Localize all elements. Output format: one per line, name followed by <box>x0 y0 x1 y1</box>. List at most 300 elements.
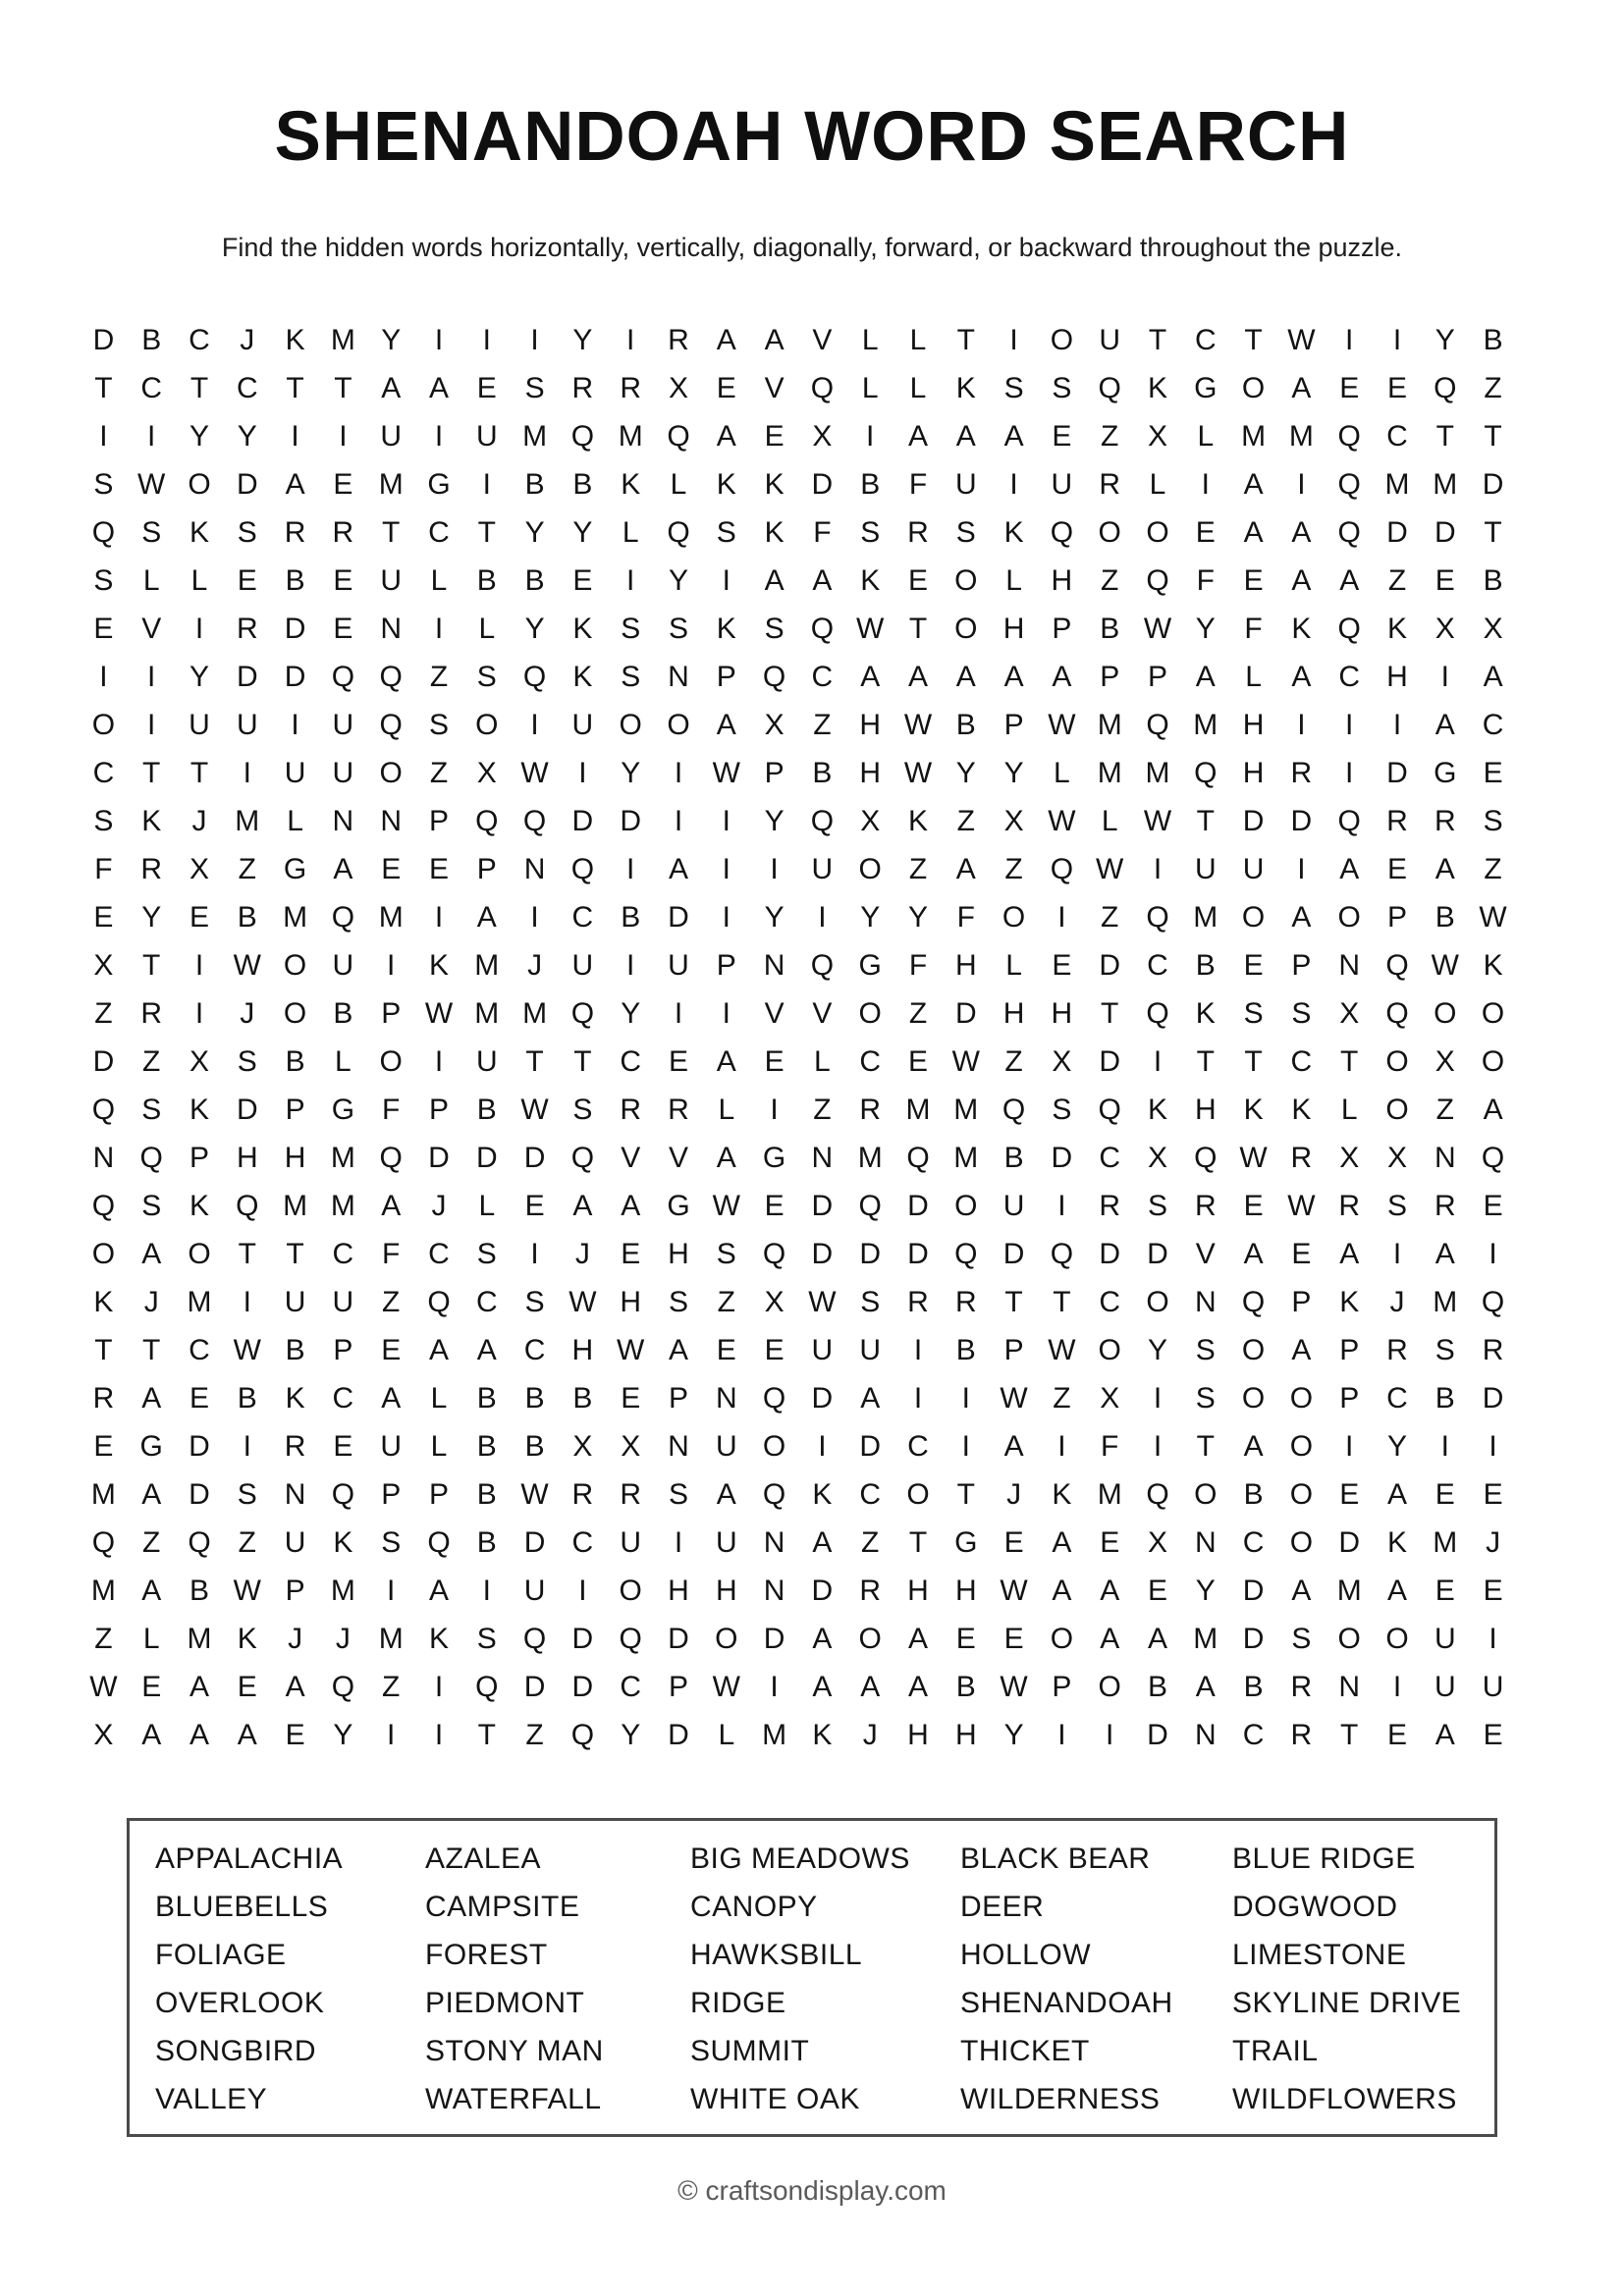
grid-cell: O <box>1098 515 1121 549</box>
grid-cell: H <box>907 1574 929 1607</box>
grid-cell: Q <box>475 804 499 837</box>
grid-cell: I <box>1392 708 1402 741</box>
grid-cell: Z <box>142 1044 161 1078</box>
grid-cell: I <box>434 1044 444 1078</box>
grid-cell: O <box>283 948 307 982</box>
grid-cell: M <box>283 900 308 934</box>
grid-cell: S <box>237 1477 257 1511</box>
grid-cell: K <box>572 660 593 693</box>
grid-cell: Q <box>1434 371 1457 404</box>
grid-cell: K <box>907 804 928 837</box>
grid-cell: F <box>956 900 975 934</box>
grid-cell: D <box>1242 1622 1265 1655</box>
grid-cell: N <box>92 1141 115 1174</box>
grid-cell: G <box>331 1093 355 1126</box>
word-list-item: WILDERNESS <box>960 2083 1161 2115</box>
grid-cell: O <box>1481 996 1505 1030</box>
grid-cell: P <box>1291 1285 1312 1318</box>
grid-cell: T <box>1484 419 1502 453</box>
grid-cell: E <box>1483 756 1503 789</box>
word-list-column <box>1232 1835 1461 2123</box>
grid-cell: P <box>428 804 449 837</box>
grid-cell: K <box>955 371 976 404</box>
grid-cell: I <box>1345 1429 1354 1463</box>
grid-cell: L <box>190 563 208 597</box>
grid-cell: O <box>1241 900 1266 934</box>
grid-cell: N <box>1434 1141 1456 1174</box>
grid-cell: Q <box>1146 996 1169 1030</box>
grid-cell: E <box>716 1333 736 1366</box>
grid-cell: Q <box>1098 371 1121 404</box>
grid-cell: I <box>1057 1718 1066 1751</box>
grid-cell: C <box>571 900 594 934</box>
grid-cell: L <box>718 1718 735 1751</box>
grid-cell: A <box>381 371 402 404</box>
grid-cell: B <box>1243 1670 1264 1703</box>
grid-cell: X <box>93 948 114 982</box>
grid-cell: W <box>1096 852 1124 885</box>
grid-cell: B <box>285 563 305 597</box>
grid-cell: M <box>1433 467 1458 501</box>
grid-cell: B <box>955 1333 976 1366</box>
grid-cell: T <box>1101 996 1119 1030</box>
grid-cell: Q <box>91 515 116 549</box>
grid-cell: R <box>1290 1718 1313 1751</box>
grid-cell: X <box>572 1429 593 1463</box>
grid-cell: R <box>140 852 163 885</box>
grid-cell: P <box>1100 660 1120 693</box>
grid-cell: Y <box>621 1718 641 1751</box>
grid-cell: L <box>814 1044 831 1078</box>
grid-cell: W <box>89 1670 118 1703</box>
grid-cell: Z <box>238 852 256 885</box>
grid-cell: Z <box>908 852 928 885</box>
grid-cell: E <box>1483 1718 1503 1751</box>
grid-cell: K <box>189 515 209 549</box>
grid-cell: O <box>762 1429 786 1463</box>
grid-cell: E <box>333 1429 353 1463</box>
grid-cell: M <box>618 419 643 453</box>
grid-cell: K <box>812 1718 833 1751</box>
grid-cell: I <box>387 1718 396 1751</box>
grid-cell: S <box>237 1044 257 1078</box>
grid-cell: O <box>1289 1381 1314 1415</box>
grid-cell: O <box>1194 1477 1218 1511</box>
grid-cell: X <box>764 1285 785 1318</box>
grid-cell: E <box>716 371 736 404</box>
grid-cell: A <box>1052 660 1072 693</box>
grid-cell: A <box>955 660 976 693</box>
grid-cell: C <box>571 1525 594 1559</box>
grid-cell: M <box>378 467 404 501</box>
grid-cell: T <box>189 371 209 404</box>
grid-cell: Z <box>1101 563 1119 597</box>
grid-cell: Z <box>956 804 975 837</box>
grid-cell: A <box>189 1718 209 1751</box>
grid-cell: I <box>1009 467 1018 501</box>
grid-cell: E <box>141 1670 162 1703</box>
grid-cell: K <box>716 467 736 501</box>
grid-cell: Q <box>379 708 403 741</box>
grid-cell: S <box>237 515 257 549</box>
word-list-item: SUMMIT <box>690 2035 810 2067</box>
word-list-item: AZALEA <box>425 1842 542 1875</box>
grid-cell: Z <box>1101 900 1119 934</box>
grid-cell: R <box>620 1093 642 1126</box>
grid-cell: L <box>142 563 160 597</box>
grid-cell: U <box>523 1574 546 1607</box>
grid-cell: D <box>954 996 977 1030</box>
grid-cell: P <box>1147 660 1167 693</box>
grid-cell: Z <box>908 996 928 1030</box>
grid-cell: U <box>475 419 498 453</box>
grid-cell: I <box>243 1285 251 1318</box>
grid-cell: M <box>522 419 548 453</box>
grid-cell: Y <box>1003 1718 1024 1751</box>
grid-cell: Z <box>1004 1044 1023 1078</box>
grid-cell: O <box>1385 1622 1409 1655</box>
grid-cell: R <box>236 612 258 645</box>
grid-cell: I <box>1392 1670 1402 1703</box>
grid-cell: R <box>284 1429 306 1463</box>
grid-cell: W <box>1479 900 1507 934</box>
grid-cell: R <box>1386 1333 1408 1366</box>
grid-cell: S <box>476 1622 497 1655</box>
grid-cell: S <box>93 563 114 597</box>
word-list-item: BLACK BEAR <box>960 1842 1151 1875</box>
grid-cell: I <box>818 1429 827 1463</box>
grid-cell: U <box>1099 323 1121 356</box>
grid-cell: I <box>1440 1429 1449 1463</box>
grid-cell: U <box>668 948 689 982</box>
grid-cell: M <box>1097 708 1122 741</box>
grid-cell: N <box>284 1477 306 1511</box>
grid-cell: H <box>620 1285 642 1318</box>
grid-cell: Q <box>1146 1477 1169 1511</box>
grid-cell: W <box>1287 323 1316 356</box>
grid-cell: L <box>1245 660 1262 693</box>
grid-cell: C <box>1386 419 1408 453</box>
grid-cell: M <box>1336 1574 1362 1607</box>
grid-cell: A <box>1291 1333 1312 1366</box>
grid-cell: I <box>482 467 491 501</box>
grid-cell: W <box>903 708 933 741</box>
grid-cell: X <box>1100 1381 1120 1415</box>
grid-cell: C <box>1338 660 1361 693</box>
grid-cell: R <box>1290 1670 1313 1703</box>
grid-cell: N <box>668 660 689 693</box>
grid-cell: N <box>715 1381 737 1415</box>
grid-cell: S <box>621 660 641 693</box>
grid-cell: C <box>1242 1525 1265 1559</box>
grid-cell: W <box>1239 1141 1268 1174</box>
grid-cell: B <box>1483 323 1503 356</box>
grid-cell: B <box>1195 948 1216 982</box>
grid-cell: D <box>1147 1718 1168 1751</box>
grid-cell: N <box>523 852 546 885</box>
grid-cell: D <box>236 1093 258 1126</box>
grid-cell: T <box>1148 323 1167 356</box>
grid-cell: X <box>860 804 881 837</box>
grid-cell: M <box>522 996 548 1030</box>
grid-cell: S <box>1195 1333 1216 1366</box>
grid-cell: S <box>764 612 785 645</box>
grid-cell: B <box>237 900 257 934</box>
grid-cell: Q <box>1337 419 1361 453</box>
grid-cell: E <box>1435 1477 1455 1511</box>
grid-cell: X <box>668 371 688 404</box>
grid-cell: W <box>137 467 166 501</box>
grid-cell: Y <box>621 996 641 1030</box>
grid-cell: B <box>621 900 641 934</box>
grid-cell: X <box>93 1718 114 1751</box>
grid-cell: G <box>667 1189 690 1222</box>
grid-cell: W <box>1000 1670 1028 1703</box>
grid-cell: U <box>380 1429 403 1463</box>
grid-cell: I <box>722 804 731 837</box>
grid-cell: T <box>1435 419 1454 453</box>
grid-cell: A <box>428 1333 449 1366</box>
grid-cell: H <box>954 948 977 982</box>
grid-cell: D <box>1147 1237 1168 1270</box>
word-list-item: BIG MEADOWS <box>690 1842 910 1875</box>
grid-cell: M <box>474 948 500 982</box>
grid-cell: A <box>764 563 785 597</box>
grid-cell: B <box>524 1381 545 1415</box>
grid-cell: S <box>1147 1189 1167 1222</box>
grid-cell: W <box>1048 1333 1076 1366</box>
grid-cell: U <box>811 1333 834 1366</box>
grid-cell: Q <box>570 852 595 885</box>
grid-cell: W <box>1000 1574 1028 1607</box>
grid-cell: Z <box>1484 852 1502 885</box>
grid-cell: I <box>243 1429 251 1463</box>
word-list-item: HAWKSBILL <box>690 1939 863 1971</box>
grid-cell: P <box>1052 612 1072 645</box>
grid-cell: L <box>1149 467 1166 501</box>
grid-cell: Z <box>94 996 113 1030</box>
grid-cell: K <box>141 804 162 837</box>
grid-cell: S <box>668 1285 688 1318</box>
grid-cell: A <box>1483 660 1503 693</box>
grid-cell: H <box>907 1718 929 1751</box>
grid-cell: L <box>287 804 303 837</box>
grid-cell: X <box>1052 1044 1072 1078</box>
grid-cell: Y <box>1195 612 1216 645</box>
grid-cell: H <box>284 1141 306 1174</box>
grid-cell: H <box>1242 756 1265 789</box>
grid-cell: X <box>1147 1525 1167 1559</box>
grid-cell: U <box>332 948 354 982</box>
grid-cell: M <box>1288 419 1314 453</box>
grid-cell: I <box>99 419 108 453</box>
grid-cell: F <box>908 948 928 982</box>
grid-cell: L <box>478 612 496 645</box>
grid-cell: E <box>764 1044 785 1078</box>
grid-cell: A <box>907 1670 928 1703</box>
grid-cell: A <box>812 1670 833 1703</box>
grid-cell: A <box>716 1141 736 1174</box>
grid-cell: W <box>617 1333 645 1366</box>
grid-cell: D <box>523 1525 546 1559</box>
grid-cell: Z <box>861 1525 880 1559</box>
grid-cell: I <box>1057 1429 1066 1463</box>
grid-cell: H <box>954 1718 977 1751</box>
grid-cell: C <box>332 1237 354 1270</box>
grid-cell: L <box>430 1429 448 1463</box>
grid-cell: T <box>142 1333 161 1366</box>
grid-cell: Q <box>570 1141 595 1174</box>
grid-cell: B <box>524 1429 545 1463</box>
grid-cell: S <box>141 1093 162 1126</box>
grid-cell: D <box>189 1477 210 1511</box>
grid-cell: N <box>332 804 354 837</box>
grid-cell: O <box>1289 1525 1314 1559</box>
grid-cell: C <box>1290 1044 1313 1078</box>
grid-cell: A <box>476 900 497 934</box>
grid-cell: A <box>1243 1237 1264 1270</box>
word-list-item: WATERFALL <box>425 2083 602 2115</box>
letter-grid <box>80 316 1517 1759</box>
grid-cell: R <box>571 371 594 404</box>
grid-cell: E <box>1100 1525 1120 1559</box>
grid-cell: F <box>813 515 832 549</box>
grid-cell: N <box>763 1574 785 1607</box>
grid-cell: S <box>1291 996 1312 1030</box>
grid-cell: A <box>1003 1429 1024 1463</box>
grid-cell: A <box>1100 1622 1120 1655</box>
grid-cell: I <box>1345 756 1354 789</box>
grid-cell: B <box>476 1525 497 1559</box>
grid-cell: S <box>1291 1622 1312 1655</box>
grid-cell: K <box>716 612 736 645</box>
grid-cell: A <box>1003 419 1024 453</box>
grid-cell: R <box>954 1285 977 1318</box>
grid-cell: D <box>1386 756 1408 789</box>
grid-cell: E <box>1052 948 1072 982</box>
grid-cell: S <box>476 660 497 693</box>
grid-cell: Q <box>379 660 403 693</box>
grid-cell: M <box>330 1574 355 1607</box>
grid-cell: S <box>141 515 162 549</box>
grid-cell: Q <box>1050 852 1074 885</box>
grid-cell: A <box>1195 1670 1216 1703</box>
grid-cell: I <box>818 900 827 934</box>
grid-cell: I <box>1297 708 1306 741</box>
grid-cell: A <box>1243 1429 1264 1463</box>
grid-cell: H <box>1002 612 1025 645</box>
grid-cell: A <box>812 1622 833 1655</box>
grid-cell: U <box>1434 1670 1456 1703</box>
grid-cell: K <box>428 948 449 982</box>
grid-cell: X <box>1003 804 1024 837</box>
grid-cell: D <box>811 1381 834 1415</box>
grid-cell: I <box>1153 1429 1163 1463</box>
grid-cell: W <box>520 1093 549 1126</box>
grid-cell: I <box>291 419 299 453</box>
grid-cell: X <box>1147 419 1167 453</box>
grid-cell: Q <box>570 1718 595 1751</box>
grid-cell: P <box>189 1141 209 1174</box>
grid-cell: A <box>716 708 736 741</box>
grid-cell: G <box>427 467 451 501</box>
grid-cell: X <box>476 756 497 789</box>
grid-cell: I <box>291 708 299 741</box>
grid-cell: A <box>907 660 928 693</box>
grid-cell: L <box>1005 948 1022 982</box>
grid-cell: H <box>859 708 882 741</box>
grid-cell: D <box>1290 804 1313 837</box>
grid-cell: S <box>668 1477 688 1511</box>
grid-cell: S <box>524 371 545 404</box>
grid-cell: R <box>620 1477 642 1511</box>
grid-cell: C <box>428 515 450 549</box>
grid-cell: U <box>571 948 594 982</box>
grid-cell: L <box>1005 563 1022 597</box>
grid-cell: Z <box>429 660 449 693</box>
grid-cell: O <box>188 1237 211 1270</box>
grid-cell: M <box>330 1141 355 1174</box>
grid-cell: Z <box>1435 1093 1454 1126</box>
grid-cell: Y <box>524 612 545 645</box>
grid-cell: L <box>861 371 879 404</box>
grid-cell: Y <box>668 563 688 597</box>
grid-cell: M <box>330 1189 355 1222</box>
grid-cell: A <box>1147 1622 1167 1655</box>
grid-cell: O <box>1001 900 1026 934</box>
word-list-item: FOREST <box>425 1939 548 1971</box>
grid-cell: T <box>1340 1718 1359 1751</box>
grid-cell: Y <box>1195 1574 1216 1607</box>
grid-cell: T <box>382 515 401 549</box>
grid-cell: Q <box>1337 612 1361 645</box>
grid-cell: K <box>333 1525 353 1559</box>
grid-cell: Q <box>427 1285 451 1318</box>
grid-cell: Q <box>810 371 835 404</box>
grid-cell: E <box>285 1718 305 1751</box>
grid-cell: D <box>475 1141 498 1174</box>
word-list-item: BLUE RIDGE <box>1232 1842 1416 1875</box>
grid-cell: W <box>951 1044 980 1078</box>
grid-cell: S <box>1003 371 1024 404</box>
grid-cell: O <box>1146 515 1169 549</box>
grid-cell: B <box>1435 1381 1455 1415</box>
grid-cell: U <box>1482 1670 1504 1703</box>
grid-cell: T <box>1053 1285 1071 1318</box>
grid-cell: R <box>668 1093 689 1126</box>
grid-cell: Z <box>525 1718 544 1751</box>
grid-cell: E <box>955 1622 976 1655</box>
grid-cell: I <box>434 1670 444 1703</box>
grid-cell: Q <box>236 1189 259 1222</box>
grid-cell: Y <box>524 515 545 549</box>
grid-cell: Q <box>1146 708 1169 741</box>
grid-cell: H <box>1386 660 1408 693</box>
grid-cell: W <box>233 1574 261 1607</box>
grid-cell: U <box>475 1044 498 1078</box>
grid-cell: U <box>332 1285 354 1318</box>
grid-cell: S <box>572 1093 593 1126</box>
word-list-item: CAMPSITE <box>425 1891 580 1923</box>
grid-cell: Q <box>1001 1093 1026 1126</box>
grid-cell: M <box>1193 708 1218 741</box>
grid-cell: E <box>907 1044 928 1078</box>
word-list-item: SONGBIRD <box>155 2035 317 2067</box>
grid-cell: P <box>428 1477 449 1511</box>
grid-cell: Q <box>762 660 786 693</box>
grid-cell: T <box>573 1044 592 1078</box>
grid-cell: A <box>1243 515 1264 549</box>
